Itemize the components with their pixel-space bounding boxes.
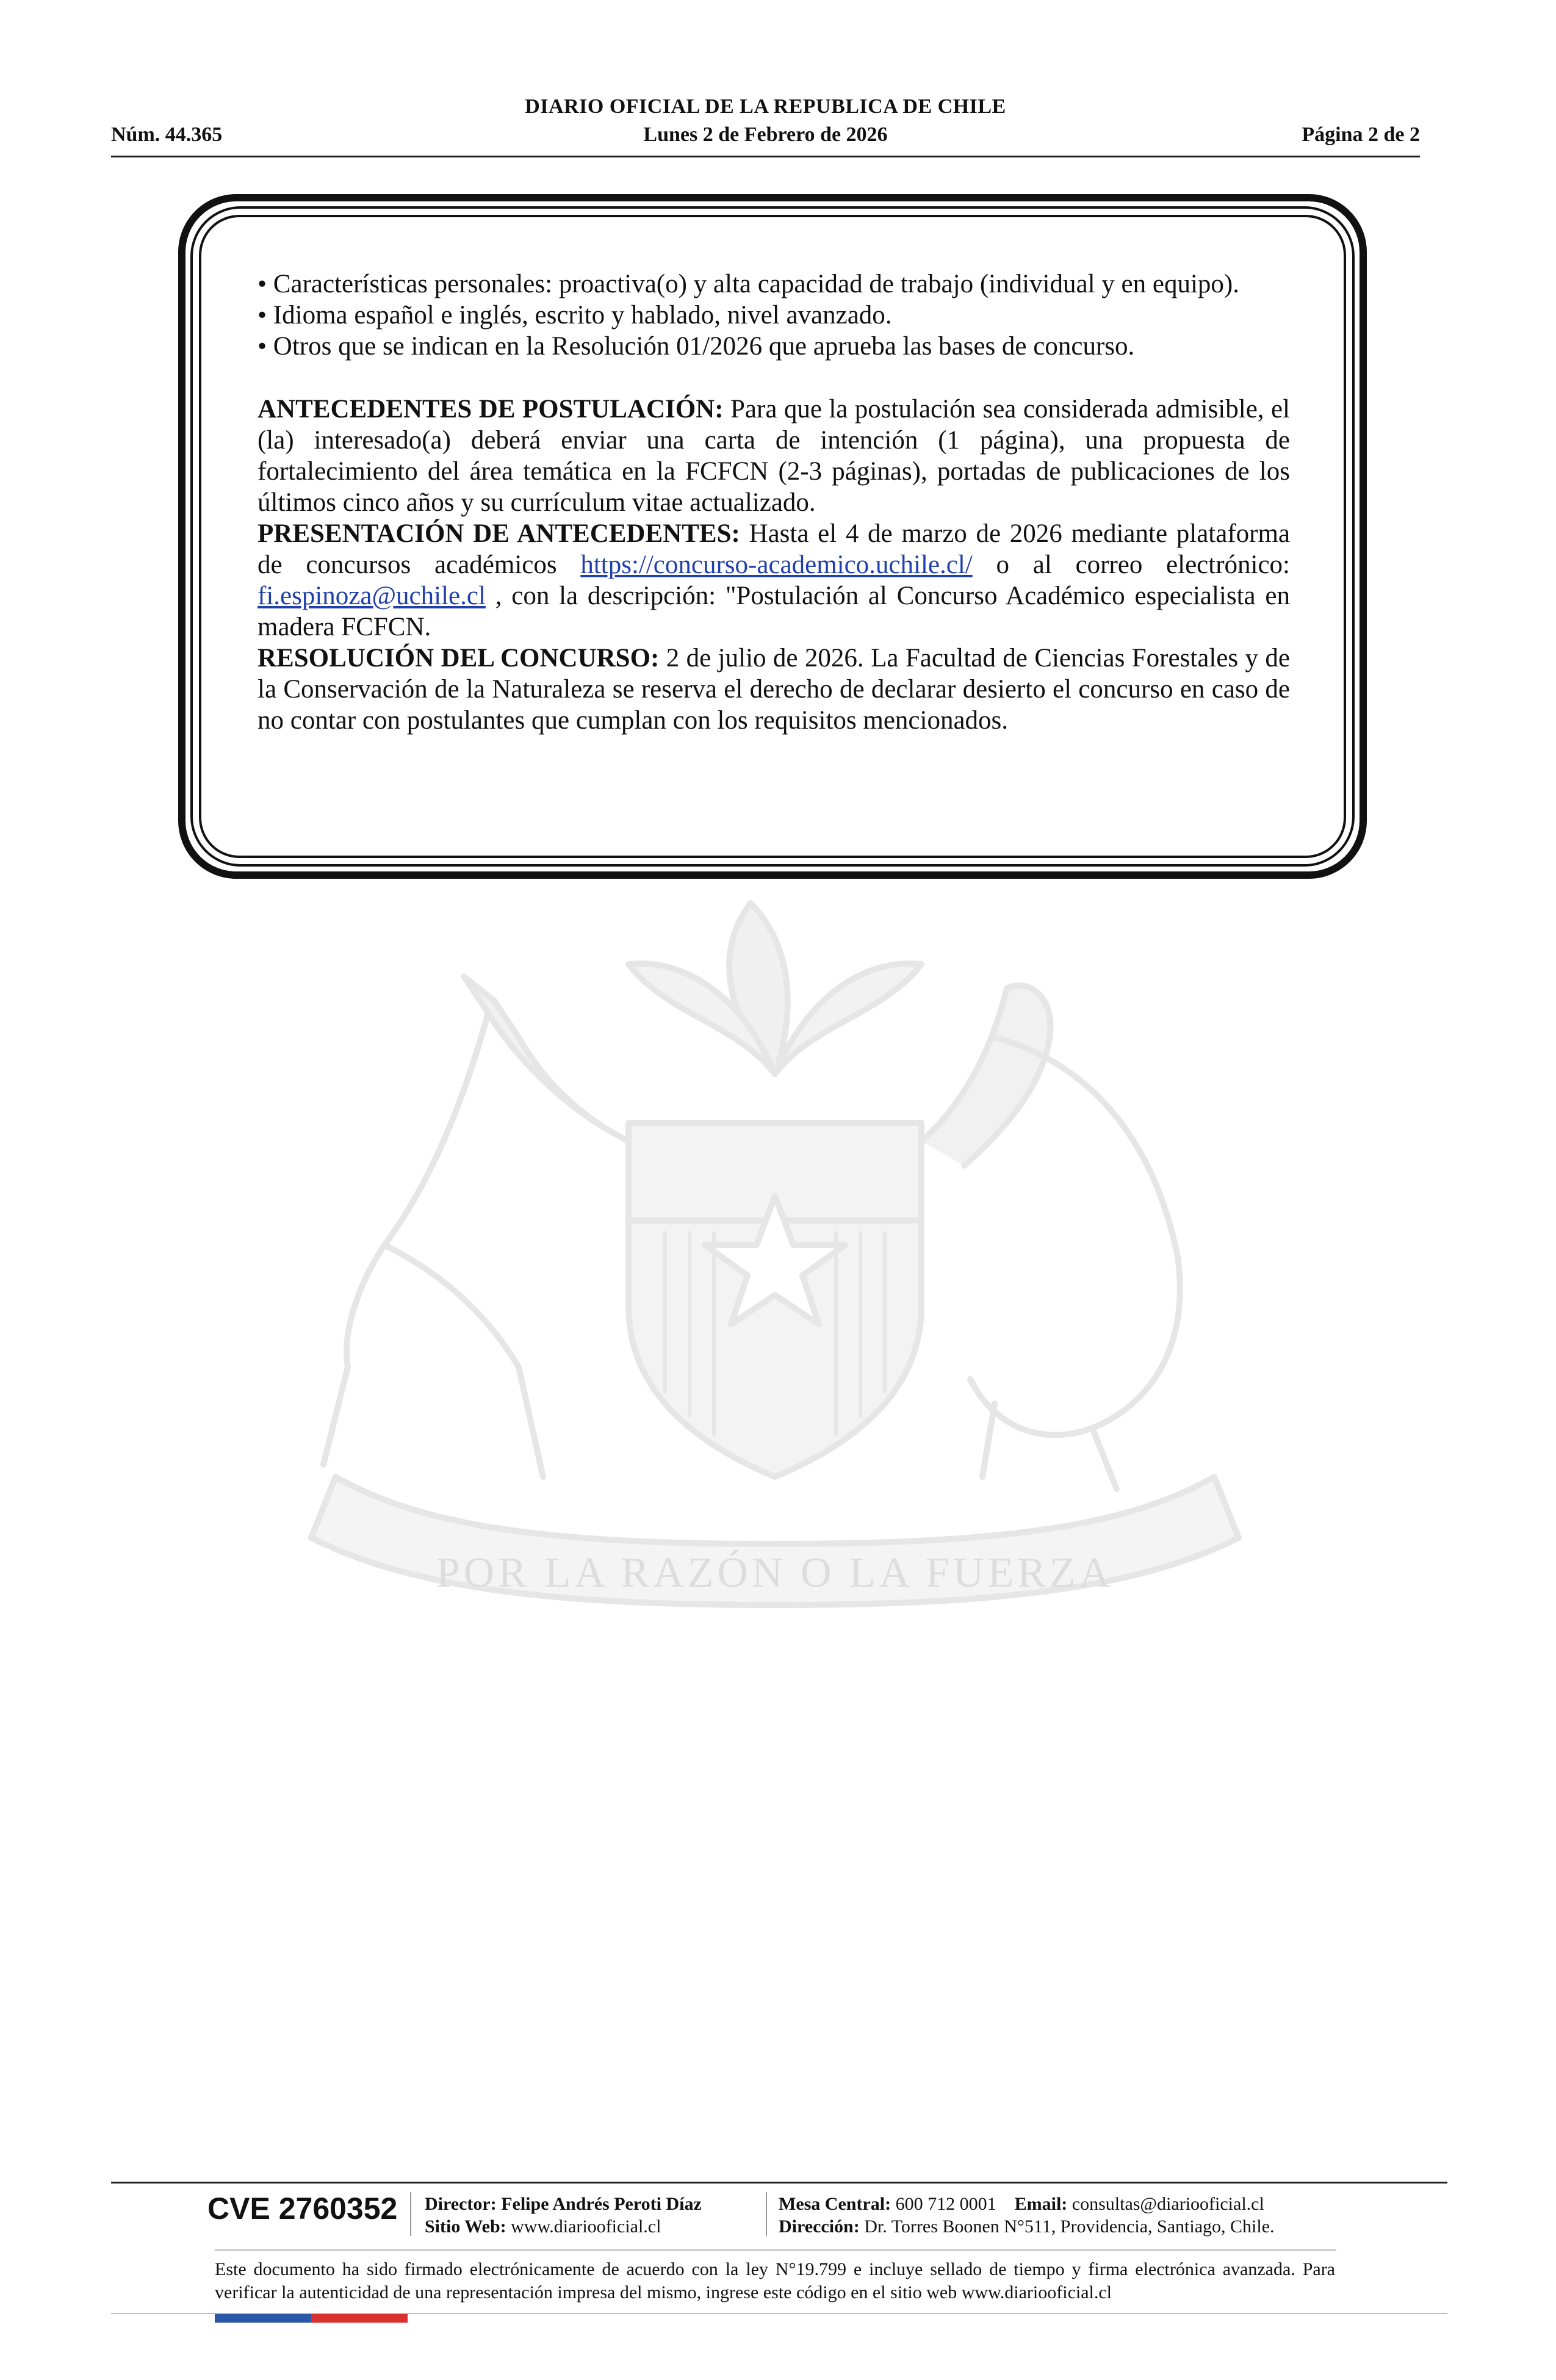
publication-title: DIARIO OFICIAL DE LA REPUBLICA DE CHILE — [525, 95, 1006, 118]
footer-divider — [111, 2182, 1447, 2183]
footer-email[interactable]: consultas@diariooficial.cl — [1072, 2194, 1264, 2214]
footer-director-block: Director: Felipe Andrés Peroti Díaz Sitio Web: www.diariooficial.cl — [425, 2194, 702, 2237]
notice-body — [258, 269, 1290, 736]
header-divider — [111, 156, 1420, 157]
antecedentes-paragraph — [258, 394, 1290, 518]
page-number: Página 2 de 2 — [1302, 123, 1420, 146]
signature-note: Este documento ha sido firmado electrónicamente de acuerdo con la ley N°19.799 e incluye sellado de tiempo y firma electrónica avanzada. Para verificar la autenticidad de una representación impresa del mismo, ingrese este código en el sitio web www.diariooficial.cl — [215, 2259, 1335, 2302]
antecedentes-text: Para que la postulación sea considerada admisible, el (la) interesado(a) deberá enviar una carta de intención (1 página), una propuesta de fortalecimiento del área temática en la FCFCN (2-3 páginas), portadas de publicaciones de los últimos cinco años y su currículum vitae actualizado. — [258, 395, 1290, 517]
resolucion-text: 2 de julio de 2026. La Facultad de Ciencias Forestales y de la Conservación de la Naturaleza se reserva el derecho de declarar desierto el concurso en caso de no contar con postulantes que cumplan con los requisitos mencionados. — [258, 644, 1291, 735]
bullet-item: • Características personales: proactiva(o) y alta capacidad de trabajo (individual y en equipo). — [258, 270, 1239, 298]
issue-number: Núm. 44.365 — [111, 123, 223, 146]
page-header — [111, 92, 1420, 160]
cve-code: CVE 2760352 — [207, 2191, 398, 2226]
coat-of-arms-watermark — [201, 879, 1349, 1629]
antecedentes-label: ANTECEDENTES DE POSTULACIÓN: — [258, 395, 724, 424]
bullet-item: • Idioma español e inglés, escrito y hablado, nivel avanzado. — [258, 301, 892, 330]
flag-stripe-blue — [215, 2314, 311, 2323]
issue-date: Lunes 2 de Febrero de 2026 — [643, 123, 888, 146]
presentacion-label: PRESENTACIÓN DE ANTECEDENTES: — [258, 519, 740, 548]
resolucion-paragraph — [258, 643, 1290, 736]
concurso-link[interactable]: https://concurso-academico.uchile.cl/ — [580, 550, 973, 579]
footer-website[interactable]: www.diariooficial.cl — [511, 2216, 661, 2237]
presentacion-paragraph: PRESENTACIÓN DE ANTECEDENTES: Hasta el 4 de marzo de 2026 mediante plataforma de concursos académicos https://concurso-academico.uchile.cl/ o al correo electrónico: fi.espinoza@uchile.cl , con la descripción: "Postulación al Concurso Académico especialista en madera FCFCN. — [258, 519, 1291, 641]
bullet-item: • Otros que se indican en la Resolución 01/2026 que aprueba las bases de concurso. — [258, 332, 1135, 361]
flag-stripe-red — [311, 2314, 408, 2323]
presentacion-text: Hasta el 4 de marzo de 2026 mediante plataforma de concursos académicos — [258, 519, 1290, 579]
email-link[interactable]: fi.espinoza@uchile.cl — [258, 582, 486, 610]
resolucion-label: RESOLUCIÓN DEL CONCURSO: — [258, 644, 660, 673]
motto-text: POR LA RAZÓN O LA FUERZA — [436, 1549, 1114, 1596]
footer-contact-block: Mesa Central: 600 712 0001 Email: consultas@diariooficial.cl Dirección: Dr. Torres Boonen N°511, Providencia, Santiago, Chile. — [779, 2194, 1275, 2237]
